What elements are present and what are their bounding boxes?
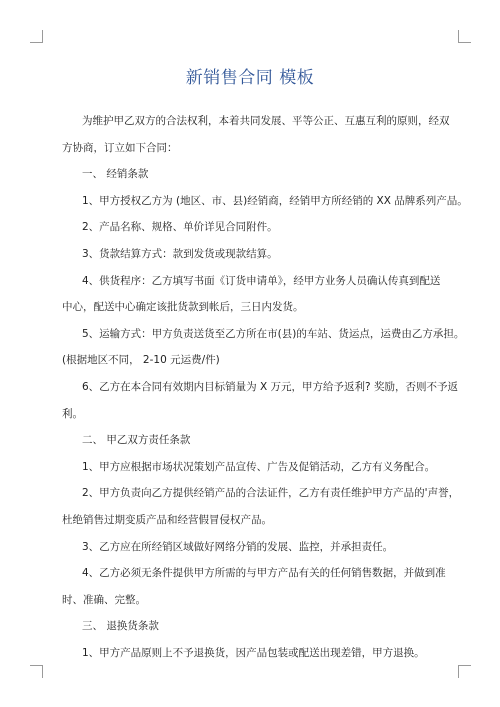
document-line: 三、 退换货条款	[82, 620, 159, 633]
document-line: 4、乙方必须无条件提供甲方所需的与甲方产品有关的任何销售数据，并做到准	[82, 567, 446, 580]
document-line: 1、甲方产品原则上不予退换货，因产品包装或配送出现差错，甲方退换。	[82, 646, 425, 659]
document-line: 6、乙方在本合同有效期内目标销量为 X 万元，甲方给予返利? 奖励，否则不予返	[82, 380, 458, 393]
document-line: 2、产品名称、规格、单价详见合同附件。	[82, 221, 278, 234]
document-line: 杜绝销售过期变质产品和经营假冒侵权产品。	[62, 513, 272, 526]
crop-mark-top-right	[458, 30, 471, 43]
crop-mark-bottom-right	[458, 665, 471, 678]
document-line: 1、甲方应根据市场状况策划产品宣传、广告及促销活动，乙方有义务配合。	[82, 460, 436, 473]
document-line: (根据地区不同， 2-10 元运费/件)	[62, 354, 220, 367]
document-line: 中心，配送中心确定该批货款到帐后，三日内发货。	[62, 301, 304, 314]
document-line: 时、准确、完整。	[62, 593, 146, 606]
document-line: 为维护甲乙双方的合法权利，本着共同发展、平等公正、互惠互利的原则，经双	[82, 115, 450, 127]
document-line: 1、甲方授权乙方为 (地区、市、县)经销商，经销甲方所经销的 XX 品牌系列产品。	[82, 194, 468, 207]
document-line: 二、 甲乙双方责任条款	[82, 434, 191, 447]
document-line: 一、 经销条款	[82, 168, 149, 181]
crop-mark-top-left	[30, 30, 43, 43]
document-line: 4、供货程序：乙方填写书面《订货申请单》，经甲方业务人员确认传真到配送	[82, 274, 441, 287]
document-line: 方协商，订立如下合同：	[62, 141, 178, 154]
crop-mark-bottom-left	[30, 665, 43, 678]
document-line: 5、运输方式：甲方负责送货至乙方所在市(县)的车站、货运点，运费由乙方承担。	[82, 327, 465, 340]
document-line: 3、货款结算方式：款到发货或现款结算。	[82, 247, 278, 260]
document-line: 2、甲方负责向乙方提供经销产品的合法证件，乙方有责任维护甲方产品的'声誉，	[82, 487, 460, 500]
document-body	[62, 108, 468, 666]
document-line: 3、乙方应在所经销区域做好网络分销的发展、监控，并承担责任。	[82, 540, 394, 553]
document-title: 新销售合同 模板	[185, 68, 315, 88]
document-line: 利。	[62, 407, 83, 420]
